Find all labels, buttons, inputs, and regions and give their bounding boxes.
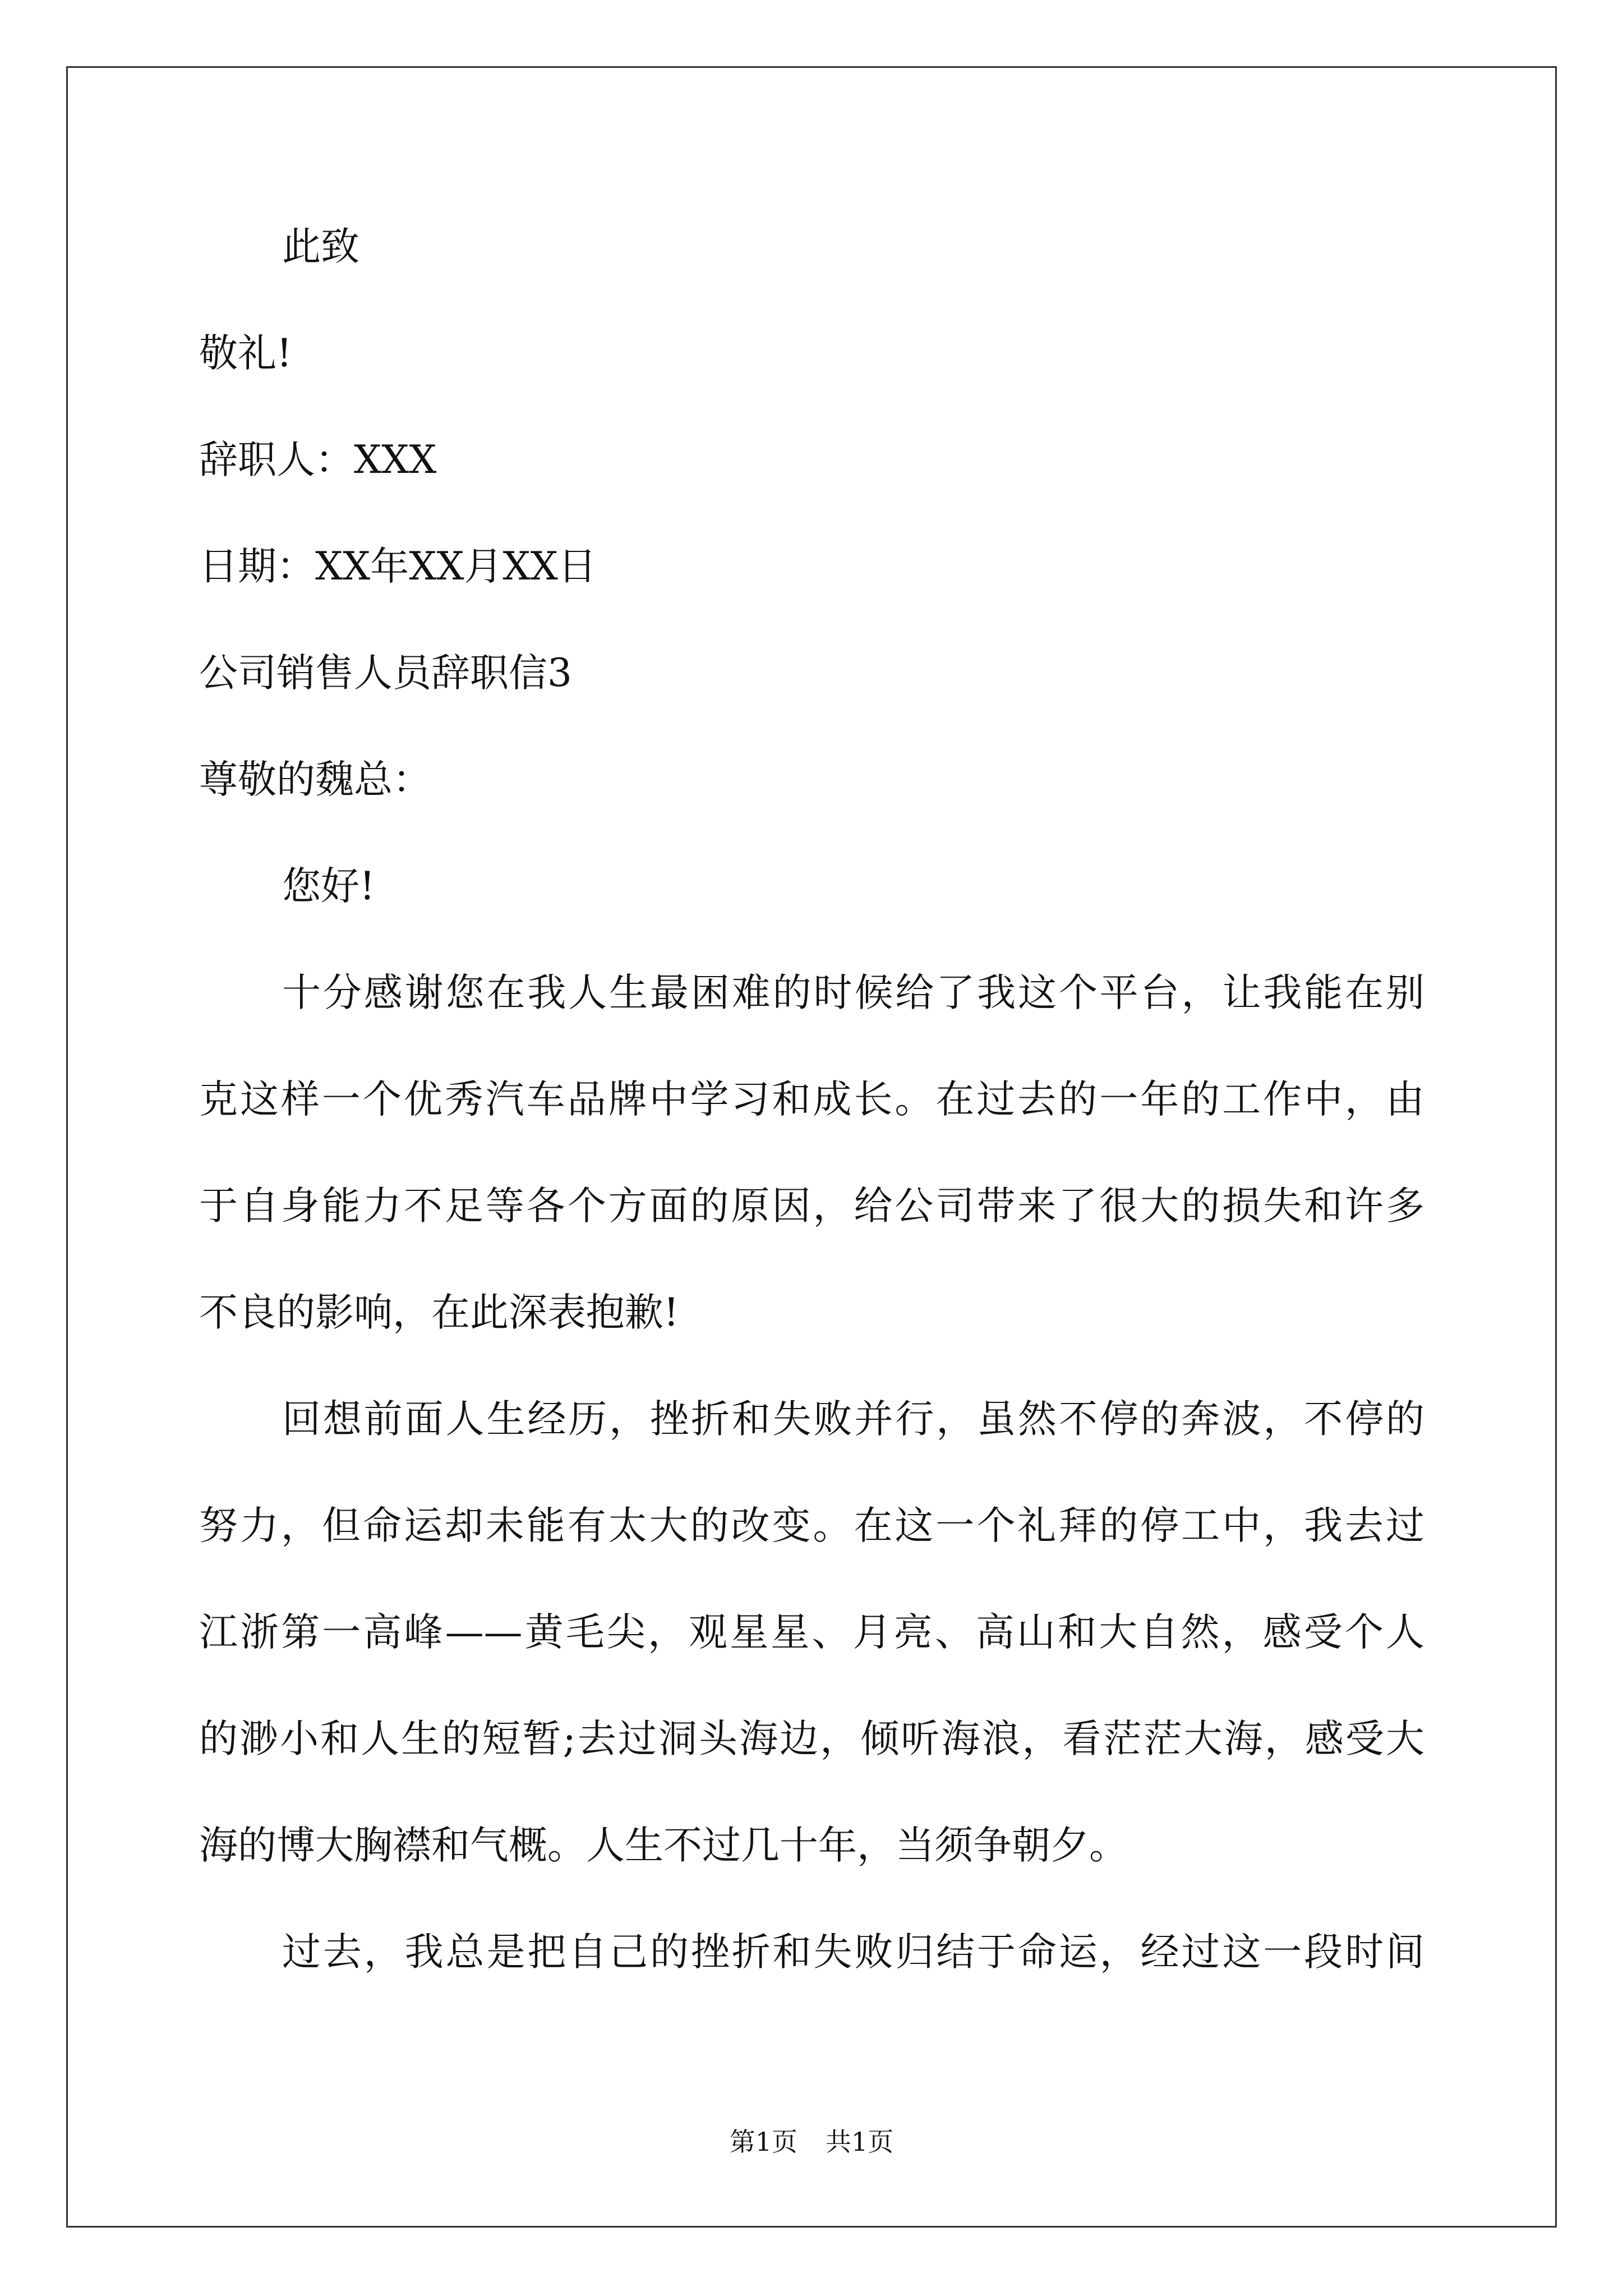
page-footer bbox=[0, 2126, 1623, 2157]
paragraph1-line: 不良的影响，在此深表抱歉! bbox=[199, 1290, 679, 1335]
closing-regards: 敬礼! bbox=[199, 331, 292, 376]
paragraph2-line: 的渺小和人生的短暂;去过洞头海边，倾听海浪，看茫茫大海，感受大 bbox=[199, 1717, 1424, 1761]
paragraph2-line: 回想前面人生经历，挫折和失败并行，虽然不停的奔波，不停的 bbox=[282, 1397, 1424, 1442]
paragraph1-line: 于自身能力不足等各个方面的原因，给公司带来了很大的损失和许多 bbox=[199, 1184, 1424, 1228]
page-number-current: 第1页 bbox=[729, 2127, 797, 2157]
paragraph2-line: 努力，但命运却未能有太大的改变。在这一个礼拜的停工中，我去过 bbox=[199, 1503, 1424, 1548]
paragraph1-line: 克这样一个优秀汽车品牌中学习和成长。在过去的一年的工作中，由 bbox=[199, 1077, 1424, 1122]
paragraph2-line: 海的博大胸襟和气概。人生不过几十年，当须争朝夕。 bbox=[199, 1823, 1128, 1868]
page-number-total: 共1页 bbox=[826, 2127, 894, 2157]
closing-salutation: 此致 bbox=[282, 224, 359, 269]
date-line: 日期：XX年XX月XX日 bbox=[199, 544, 597, 589]
paragraph1-line: 十分感谢您在我人生最困难的时候给了我这个平台，让我能在别 bbox=[282, 970, 1424, 1015]
greeting: 您好! bbox=[282, 864, 375, 909]
page-border bbox=[66, 66, 1557, 2228]
paragraph3-line: 过去，我总是把自己的挫折和失败归结于命运，经过这一段时间 bbox=[282, 1930, 1424, 1975]
signer-line: 辞职人：XXX bbox=[199, 438, 437, 482]
paragraph2-line: 江浙第一高峰——黄毛尖，观星星、月亮、高山和大自然，感受个人 bbox=[199, 1610, 1424, 1655]
addressee: 尊敬的魏总： bbox=[199, 757, 431, 802]
letter-title: 公司销售人员辞职信3 bbox=[199, 651, 572, 696]
